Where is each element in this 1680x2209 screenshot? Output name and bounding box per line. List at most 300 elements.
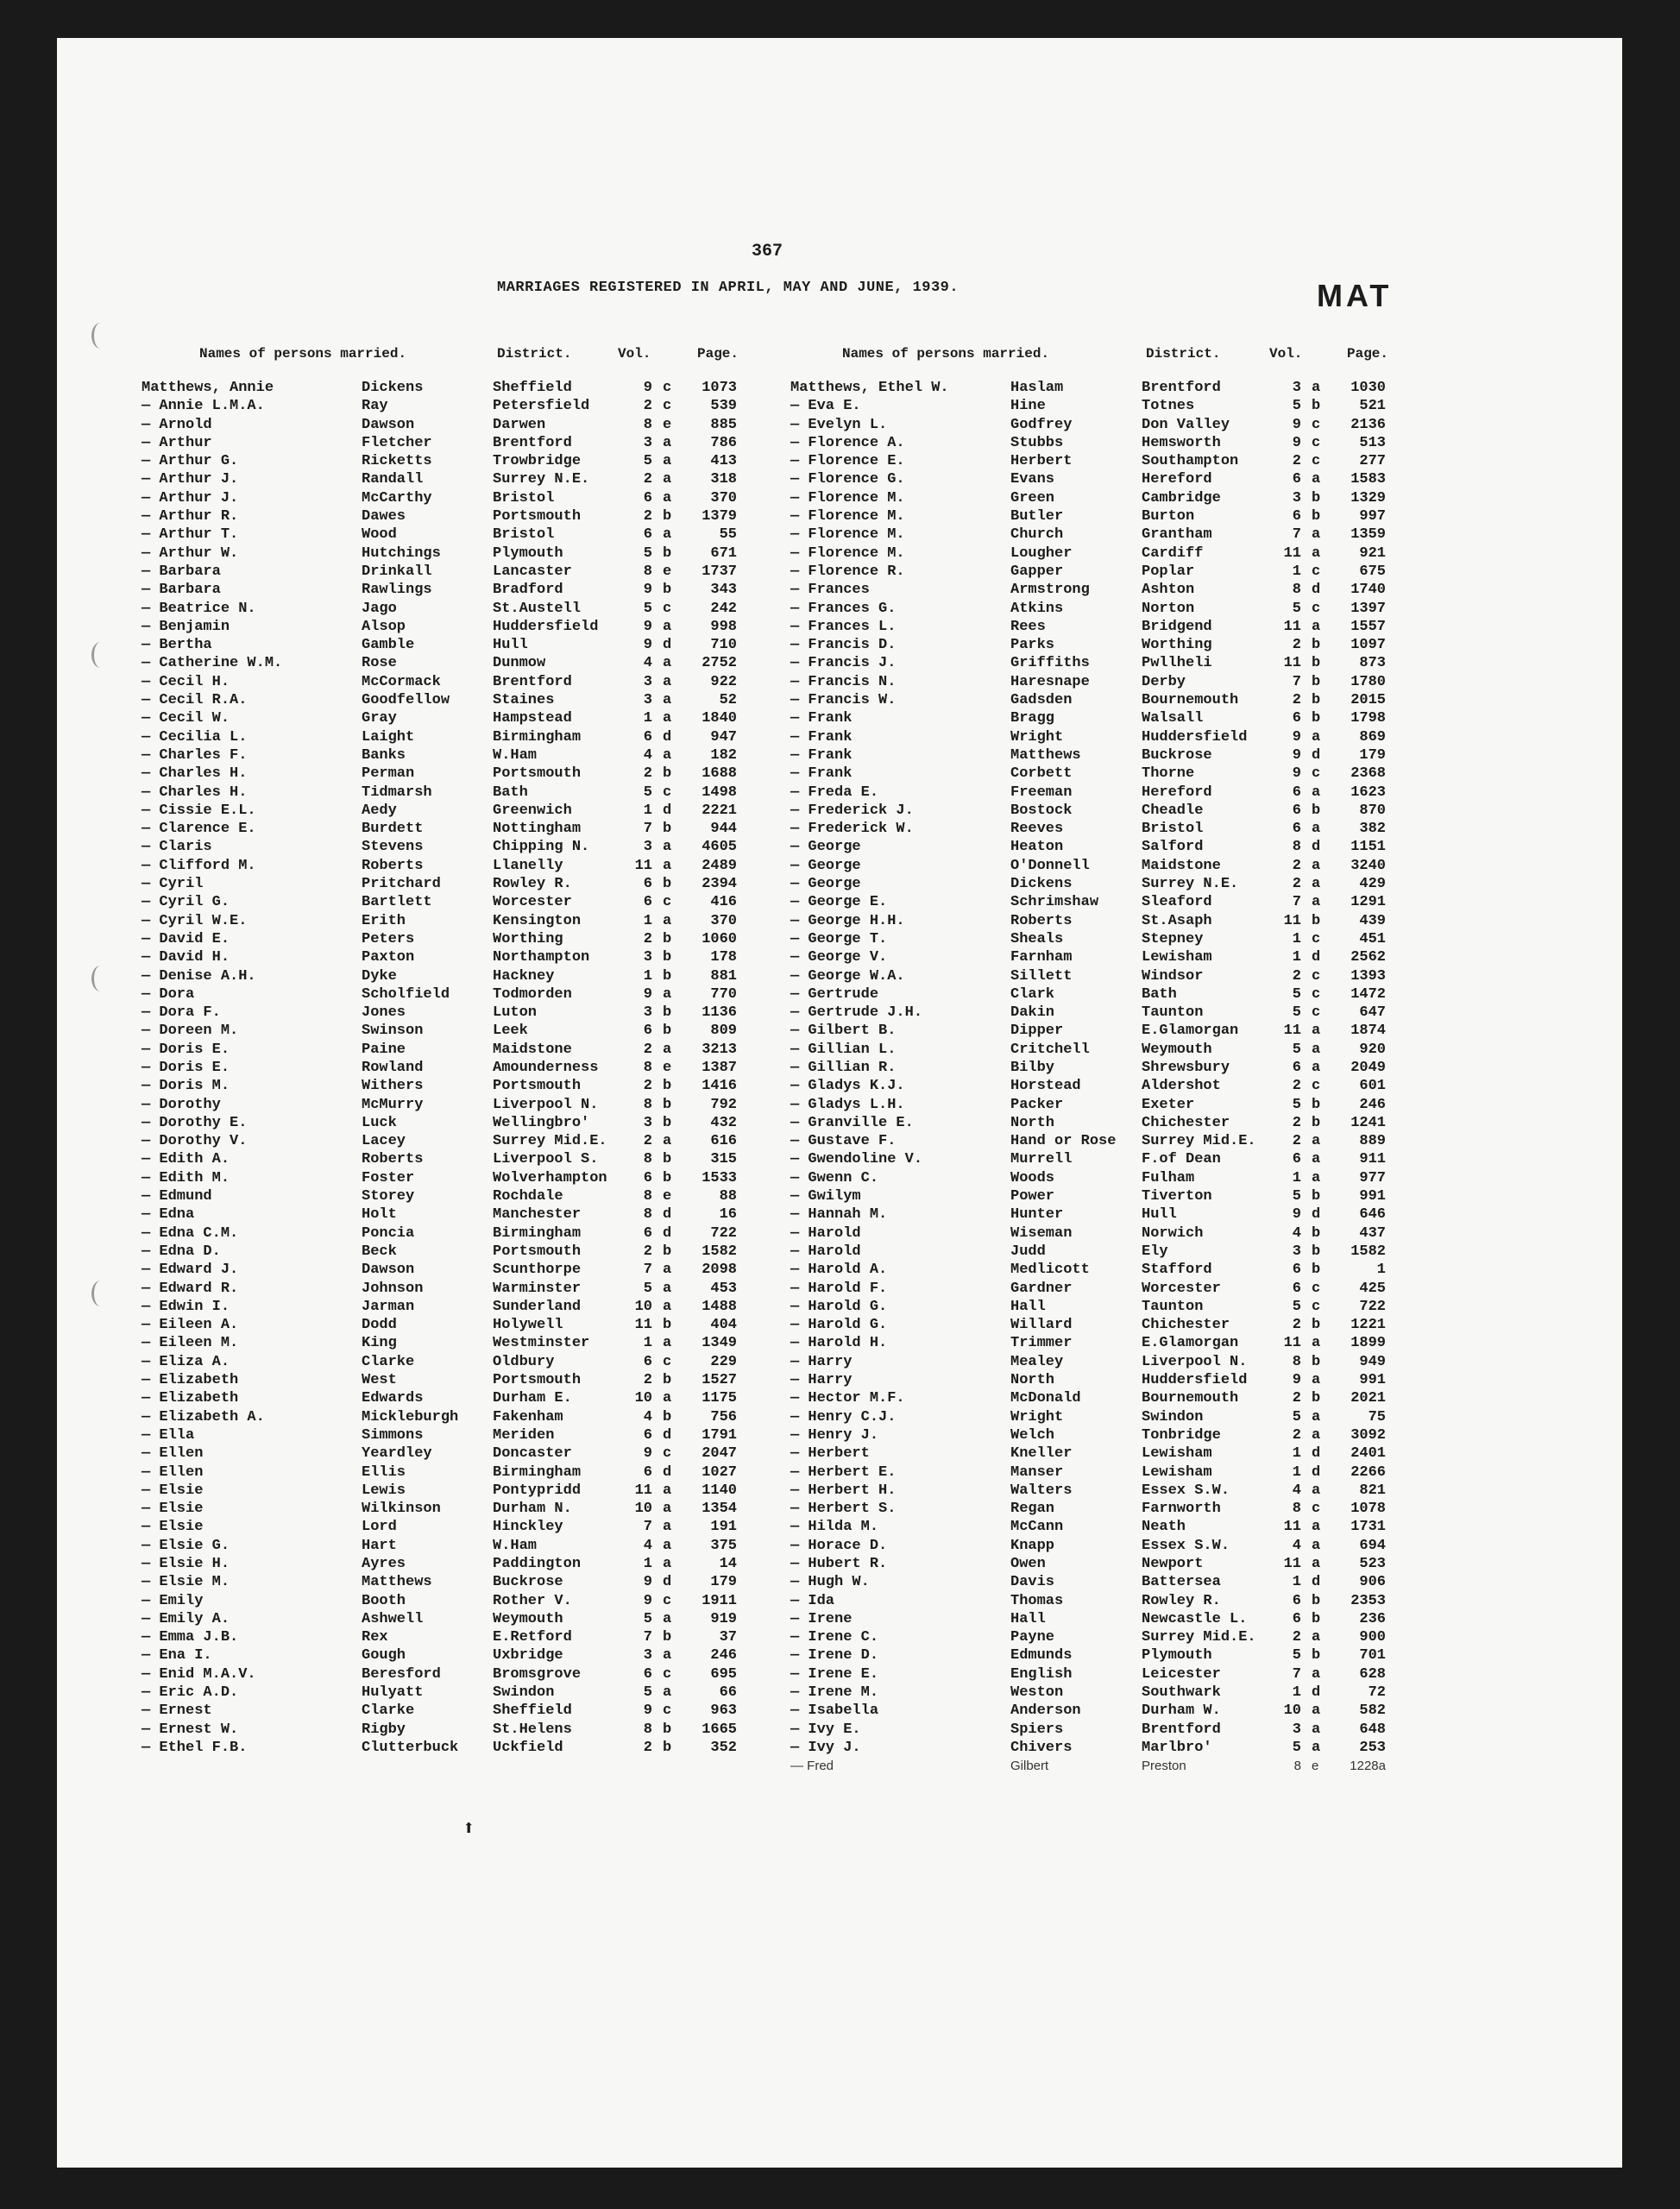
spouse-surname: Medlicott	[1010, 1262, 1090, 1279]
volume-letter: b	[663, 1372, 672, 1389]
volume-letter: c	[1312, 930, 1321, 947]
volume: 2	[643, 398, 652, 415]
district: Surrey N.E.	[1142, 876, 1239, 893]
spouse-surname: Swinson	[362, 1023, 424, 1040]
person-name: — Ethel F.B.	[142, 1739, 248, 1756]
volume-letter: a	[663, 746, 672, 764]
spouse-surname: Dodd	[362, 1317, 397, 1334]
volume: 1	[1292, 1445, 1301, 1463]
page-ref: 277	[1359, 453, 1386, 470]
volume: 5	[643, 1280, 652, 1297]
person-name: — Harry	[790, 1372, 853, 1389]
volume-letter: a	[663, 1519, 672, 1536]
page-ref: 439	[1359, 912, 1386, 929]
volume-letter: d	[1312, 949, 1321, 966]
volume: 5	[1292, 1096, 1301, 1113]
person-name: — Frances	[790, 582, 870, 599]
district: Huddersfield	[1142, 728, 1248, 746]
spouse-surname: Scholfield	[362, 985, 450, 1003]
spouse-surname: Drinkall	[362, 563, 432, 580]
volume: 5	[643, 1684, 652, 1702]
page-ref: 1151	[1350, 839, 1386, 856]
page-ref: 1	[1376, 1262, 1386, 1279]
volume: 1	[1292, 1169, 1301, 1186]
spouse-surname: Foster	[362, 1169, 415, 1186]
volume: 1	[643, 802, 652, 819]
person-name: — Cyril G.	[142, 894, 230, 911]
spouse-surname: Bartlett	[362, 894, 432, 911]
page-ref: 2098	[702, 1262, 737, 1279]
volume-letter: b	[663, 876, 672, 893]
spouse-surname: McMurry	[362, 1096, 424, 1113]
page-ref: 242	[710, 600, 737, 617]
district: Pontypridd	[493, 1482, 582, 1499]
volume: 9	[1292, 434, 1301, 451]
volume: 3	[643, 1647, 652, 1665]
person-name: — Elizabeth A.	[142, 1408, 265, 1425]
district: Chichester	[1142, 1114, 1230, 1131]
district: Tiverton	[1142, 1188, 1212, 1205]
volume: 8	[643, 1188, 652, 1205]
district: Thorne	[1142, 765, 1195, 783]
header-page: Page.	[1347, 346, 1389, 362]
volume: 2	[1292, 1390, 1301, 1407]
page-ref: 1416	[702, 1078, 737, 1095]
volume: 6	[1292, 471, 1301, 488]
person-name: — Gwilym	[790, 1188, 861, 1205]
page-ref: 4605	[702, 839, 737, 856]
person-name: — Dorothy E.	[142, 1114, 248, 1131]
page-ref: 2394	[702, 876, 737, 893]
district: Oldbury	[493, 1353, 555, 1370]
district: Shrewsbury	[1142, 1059, 1230, 1076]
volume: 2	[1292, 1133, 1301, 1150]
spouse-surname: Beck	[362, 1243, 397, 1260]
volume: 11	[1283, 1335, 1301, 1352]
volume: 6	[1292, 1280, 1301, 1297]
district: Warminster	[493, 1280, 582, 1297]
person-name: — Charles F.	[142, 746, 248, 764]
punch-hole	[91, 323, 110, 349]
volume: 2	[1292, 453, 1301, 470]
person-name: — Ella	[142, 1426, 195, 1444]
volume-letter: a	[1312, 1721, 1321, 1738]
page-ref: 1027	[702, 1463, 737, 1481]
volume-letter: c	[663, 1445, 672, 1463]
volume-letter: d	[663, 1206, 672, 1224]
volume-letter: c	[1312, 1501, 1321, 1518]
volume: 4	[1292, 1537, 1301, 1554]
page-ref: 1078	[1350, 1501, 1386, 1518]
person-name: — Edna	[142, 1206, 195, 1224]
person-name: — Emily	[142, 1592, 204, 1609]
spouse-surname: Dawson	[362, 1262, 415, 1279]
volume-letter: a	[1312, 1169, 1321, 1186]
page-ref: 370	[710, 912, 737, 929]
district: Durham N.	[493, 1501, 572, 1518]
spouse-surname: Ricketts	[362, 453, 432, 470]
district: Hereford	[1142, 471, 1212, 488]
volume: 6	[1292, 710, 1301, 727]
district: Worcester	[493, 894, 572, 911]
person-name: — Frances L.	[790, 618, 897, 635]
volume-letter: a	[1312, 1335, 1321, 1352]
spouse-surname: Edwards	[362, 1390, 424, 1407]
district: Sleaford	[1142, 894, 1212, 911]
district: Scunthorpe	[493, 1262, 582, 1279]
person-name: — David H.	[142, 949, 230, 966]
person-name: — Eric A.D.	[142, 1684, 239, 1702]
page-ref: 539	[710, 398, 737, 415]
volume-letter: c	[1312, 453, 1321, 470]
volume: 6	[643, 728, 652, 746]
district: Fulham	[1142, 1169, 1195, 1186]
spouse-surname: Rex	[362, 1629, 388, 1646]
page-ref: 375	[710, 1537, 737, 1554]
page-ref: 182	[710, 746, 737, 764]
volume-letter: d	[1312, 746, 1321, 764]
volume: 10	[634, 1298, 652, 1315]
spouse-surname: West	[362, 1372, 397, 1389]
person-name: — Gillian L.	[790, 1041, 897, 1058]
district: Burton	[1142, 508, 1195, 526]
page-number: 367	[752, 242, 783, 261]
district: Weymouth	[493, 1610, 563, 1627]
person-name: — Eliza A.	[142, 1353, 230, 1370]
district: Trowbridge	[493, 453, 582, 470]
volume-letter: b	[1312, 1317, 1321, 1334]
volume-letter: a	[663, 1537, 672, 1554]
district: Lewisham	[1142, 1463, 1212, 1481]
volume-letter: b	[1312, 1592, 1321, 1609]
page-ref: 1557	[1350, 618, 1386, 635]
volume-letter: b	[663, 1169, 672, 1186]
spouse-surname: Butler	[1010, 508, 1064, 526]
person-name: — Claris	[142, 839, 212, 856]
spouse-surname: Farnham	[1010, 949, 1073, 966]
page-ref: 1840	[702, 710, 737, 727]
volume: 5	[643, 1610, 652, 1627]
volume: 2	[643, 1078, 652, 1095]
person-name: — Ivy J.	[790, 1739, 861, 1756]
person-name: Matthews, Annie	[142, 380, 274, 396]
volume: 8	[1293, 1759, 1301, 1774]
spouse-surname: Wright	[1010, 728, 1064, 746]
spouse-surname: Erith	[362, 912, 406, 929]
district: St.Helens	[493, 1721, 572, 1738]
page-ref: 1737	[702, 563, 737, 580]
page-ref: 792	[710, 1096, 737, 1113]
district: Brentford	[493, 434, 572, 451]
person-name: — Fred	[790, 1759, 834, 1774]
volume: 7	[643, 821, 652, 838]
page-ref: 1349	[702, 1335, 737, 1352]
person-name: — Beatrice N.	[142, 600, 256, 617]
page-ref: 1780	[1350, 673, 1386, 690]
district: Swindon	[493, 1684, 555, 1702]
page-ref: 1874	[1350, 1023, 1386, 1040]
page-ref: 944	[710, 821, 737, 838]
person-name: — Harold F.	[790, 1280, 888, 1297]
page-ref: 949	[1359, 1353, 1386, 1370]
volume: 8	[643, 1206, 652, 1224]
volume: 6	[643, 1023, 652, 1040]
spouse-surname: Gilbert	[1010, 1759, 1049, 1774]
volume-letter: a	[663, 912, 672, 929]
person-name: — Arthur J.	[142, 489, 239, 507]
district: Ashton	[1142, 582, 1195, 599]
volume-letter: a	[663, 1262, 672, 1279]
spouse-surname: Bostock	[1010, 802, 1073, 819]
page-ref: 75	[1368, 1408, 1386, 1425]
spouse-surname: Jones	[362, 1004, 406, 1022]
volume-letter: a	[663, 1610, 672, 1627]
person-name: — Bertha	[142, 637, 212, 654]
page-ref: 191	[710, 1519, 737, 1536]
district: Surrey Mid.E.	[1142, 1133, 1256, 1150]
district: Stepney	[1142, 930, 1204, 947]
volume: 6	[643, 526, 652, 544]
volume-letter: b	[1312, 692, 1321, 709]
page-ref: 1791	[702, 1426, 737, 1444]
person-name: — Hector M.F.	[790, 1390, 905, 1407]
person-name: — Harold G.	[790, 1317, 888, 1334]
district: Taunton	[1142, 1004, 1204, 1022]
volume: 9	[643, 582, 652, 599]
person-name: — Dorothy	[142, 1096, 221, 1113]
district: Hull	[493, 637, 528, 654]
volume-letter: d	[663, 1574, 672, 1591]
district: Cheadle	[1142, 802, 1204, 819]
volume-letter: a	[1312, 380, 1321, 396]
volume: 3	[1292, 1243, 1301, 1260]
page-ref: 318	[710, 471, 737, 488]
district: Paddington	[493, 1556, 582, 1572]
person-name: — Harold A.	[790, 1262, 888, 1279]
person-name: — Cecil W.	[142, 710, 230, 727]
spouse-surname: Alsop	[362, 618, 406, 635]
spouse-surname: Davis	[1010, 1574, 1055, 1591]
page-ref: 1354	[702, 1501, 737, 1518]
volume: 7	[643, 1262, 652, 1279]
volume: 2	[1292, 692, 1301, 709]
volume-letter: a	[1312, 1556, 1321, 1572]
page-ref: 991	[1359, 1372, 1386, 1389]
volume: 10	[1283, 1702, 1301, 1720]
spouse-surname: Wright	[1010, 1408, 1064, 1425]
spouse-surname: Rawlings	[362, 582, 432, 599]
volume-letter: a	[1312, 1372, 1321, 1389]
district: Bristol	[1142, 821, 1204, 838]
spouse-surname: McCann	[1010, 1519, 1064, 1536]
volume-letter: c	[1312, 563, 1321, 580]
volume: 7	[1292, 673, 1301, 690]
volume-letter: b	[1312, 912, 1321, 929]
person-name: — Elsie H.	[142, 1556, 230, 1572]
volume: 5	[1292, 1408, 1301, 1425]
spouse-surname: Roberts	[362, 1151, 424, 1168]
spouse-surname: Anderson	[1010, 1702, 1081, 1720]
person-name: — Gwenn C.	[790, 1169, 879, 1186]
district: Hull	[1142, 1206, 1177, 1224]
volume-letter: b	[663, 765, 672, 783]
person-name: — Clifford M.	[142, 857, 256, 874]
volume: 1	[1292, 949, 1301, 966]
volume: 8	[643, 416, 652, 433]
page-ref: 881	[710, 967, 737, 985]
spouse-surname: Evans	[1010, 471, 1055, 488]
spouse-surname: Freeman	[1010, 784, 1073, 801]
volume: 7	[1292, 1665, 1301, 1683]
volume-letter: d	[663, 728, 672, 746]
volume-letter: d	[663, 1224, 672, 1242]
volume: 11	[634, 1482, 652, 1499]
page-ref: 722	[1359, 1298, 1386, 1315]
volume-letter: a	[663, 1390, 672, 1407]
volume: 2	[643, 1133, 652, 1150]
volume-letter: b	[663, 508, 672, 526]
spouse-surname: Willard	[1010, 1317, 1073, 1334]
page-ref: 1533	[702, 1169, 737, 1186]
volume-letter: b	[1312, 655, 1321, 672]
volume-letter: c	[663, 784, 672, 801]
district: Portsmouth	[493, 1243, 582, 1260]
district: Liverpool N.	[493, 1096, 599, 1113]
volume: 3	[643, 692, 652, 709]
spouse-surname: Mickleburgh	[362, 1408, 459, 1425]
district: Llanelly	[493, 857, 563, 874]
district: Lewisham	[1142, 949, 1212, 966]
page-ref: 1221	[1350, 1317, 1386, 1334]
page-ref: 920	[1359, 1041, 1386, 1058]
person-name: — Harold G.	[790, 1298, 888, 1315]
volume-letter: a	[1312, 1041, 1321, 1058]
volume: 9	[1292, 1206, 1301, 1224]
page-ref: 2047	[702, 1445, 737, 1463]
spouse-surname: Hall	[1010, 1298, 1046, 1315]
district: Don Valley	[1142, 416, 1230, 433]
volume: 2	[643, 765, 652, 783]
spouse-surname: Johnson	[362, 1280, 424, 1297]
spouse-surname: Ayres	[362, 1556, 406, 1572]
person-name: — Ida	[790, 1592, 835, 1609]
district: St.Austell	[493, 600, 582, 617]
spouse-surname: Luck	[362, 1114, 397, 1131]
spouse-surname: Rowland	[362, 1059, 424, 1076]
person-name: — Doris E.	[142, 1059, 230, 1076]
district: Westminster	[493, 1335, 590, 1352]
district: Portsmouth	[493, 508, 582, 526]
volume-letter: b	[1312, 1647, 1321, 1665]
page-ref: 179	[710, 1574, 737, 1591]
person-name: — Elsie	[142, 1501, 204, 1518]
district: Norwich	[1142, 1224, 1204, 1242]
person-name: — Edith A.	[142, 1151, 230, 1168]
district: W.Ham	[493, 1537, 538, 1554]
volume: 3	[1292, 380, 1301, 396]
person-name: — Arthur G.	[142, 453, 239, 470]
volume: 2	[1292, 1114, 1301, 1131]
district: Brentford	[493, 673, 572, 690]
volume-letter: a	[1312, 1426, 1321, 1444]
page-ref: 821	[1359, 1482, 1386, 1499]
district: Hemsworth	[1142, 434, 1221, 451]
district: Worthing	[1142, 637, 1212, 654]
page-ref: 648	[1359, 1721, 1386, 1738]
page-ref: 1175	[702, 1390, 737, 1407]
page-ref: 911	[1359, 1151, 1386, 1168]
district: Chichester	[1142, 1317, 1230, 1334]
volume-letter: a	[1312, 894, 1321, 911]
volume: 6	[1292, 1262, 1301, 1279]
spouse-surname: Aedy	[362, 802, 397, 819]
page-ref: 413	[710, 453, 737, 470]
page-ref: 416	[710, 894, 737, 911]
page-ref: 432	[710, 1114, 737, 1131]
volume: 3	[643, 673, 652, 690]
district: Rowley R.	[493, 876, 572, 893]
volume: 7	[643, 1629, 652, 1646]
district: Hereford	[1142, 784, 1212, 801]
person-name: — Hannah M.	[790, 1206, 888, 1224]
spouse-surname: Clarke	[362, 1702, 415, 1720]
person-name: — Gwendoline V.	[790, 1151, 923, 1168]
volume: 6	[643, 1224, 652, 1242]
volume: 6	[1292, 1059, 1301, 1076]
volume: 9	[643, 637, 652, 654]
spouse-surname: Gapper	[1010, 563, 1064, 580]
page-ref: 2266	[1350, 1463, 1386, 1481]
spouse-surname: Jago	[362, 600, 397, 617]
spouse-surname: Schrimshaw	[1010, 894, 1099, 911]
volume-letter: a	[663, 692, 672, 709]
person-name: — Doris E.	[142, 1041, 230, 1058]
spouse-surname: Gardner	[1010, 1280, 1073, 1297]
volume: 11	[1283, 544, 1301, 562]
header-vol: Vol.	[1269, 346, 1303, 362]
page-ref: 997	[1359, 508, 1386, 526]
district: Weymouth	[1142, 1041, 1212, 1058]
volume-letter: b	[663, 930, 672, 947]
volume-letter: d	[1312, 582, 1321, 599]
page-ref: 873	[1359, 655, 1386, 672]
page-ref: 1688	[702, 765, 737, 783]
district: Newcastle L.	[1142, 1610, 1248, 1627]
person-name: — Dora	[142, 985, 195, 1003]
volume-letter: c	[663, 1592, 672, 1609]
volume-letter: b	[663, 1721, 672, 1738]
volume-letter: b	[663, 1078, 672, 1095]
volume: 6	[643, 894, 652, 911]
volume: 1	[643, 710, 652, 727]
volume-letter: b	[1312, 1114, 1321, 1131]
spouse-surname: Matthews	[362, 1574, 432, 1591]
spouse-surname: Dawson	[362, 416, 415, 433]
person-name: — Hilda M.	[790, 1519, 879, 1536]
district: Dunmow	[493, 655, 546, 672]
volume-letter: b	[1312, 398, 1321, 415]
page-ref: 2489	[702, 857, 737, 874]
district: Bristol	[493, 526, 555, 544]
spouse-surname: Rigby	[362, 1721, 406, 1738]
volume-letter: c	[1312, 1280, 1321, 1297]
district: Bradford	[493, 582, 563, 599]
page-title: MARRIAGES REGISTERED IN APRIL, MAY AND JUNE, 1939.	[497, 280, 960, 296]
volume-letter: a	[663, 1335, 672, 1352]
volume: 11	[1283, 1556, 1301, 1572]
volume: 6	[1292, 821, 1301, 838]
page-ref: 2021	[1350, 1390, 1386, 1407]
